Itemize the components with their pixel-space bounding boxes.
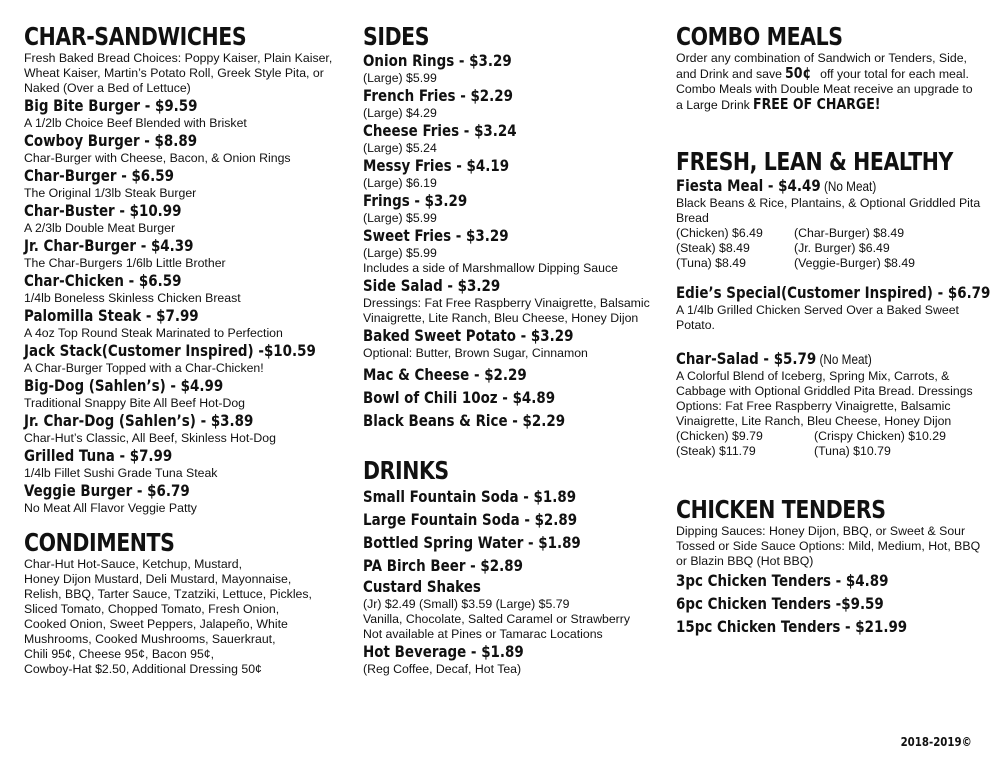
sandwich-desc: A 4oz Top Round Steak Marinated to Perfection [24,326,283,340]
bread-choices-text: Fresh Baked Bread Choices: Poppy Kaiser, Plain Kaiser, Wheat Kaiser, Martin’s Potato Roll, Greek Style Pita, or Naked (Over a Bed of Lettuce) [24,51,333,95]
condiments-title: CONDIMENTS [24,528,175,557]
tenders-item: 6pc Chicken Tenders -$9.59 [676,594,884,613]
sandwich-item [24,446,344,481]
salad-option: (Tuna) $10.79 [814,444,891,458]
side-item [363,121,668,156]
side-name: Sweet Fries - $3.29 [363,226,509,245]
condiments-line: Cooked Onion, Sweet Peppers, Jalapeño, White [24,617,288,631]
side-desc: Dressings: Fat Free Raspberry Vinaigrette, Balsamic Vinaigrette, Lite Ranch, Bleu Cheese, Honey Dijon [363,296,650,325]
drink-item [363,577,668,642]
side-item [363,51,668,86]
fiesta-name [676,176,932,196]
salad-desc: A Colorful Blend of Iceberg, Spring Mix, Carrots, & Cabbage with Optional Griddled Pita Bread. Dressings Options: Fat Free Raspberry Vinaigrette, Balsamic Vinaigrette, Lite Ranch, Bleu Cheese, Honey Dijon [676,369,973,428]
fiesta-name-text: Fiesta Meal - $4.49 [676,176,821,195]
sandwich-desc: 1/4lb Fillet Sushi Grade Tuna Steak [24,466,218,480]
side-name: French Fries - $2.29 [363,86,513,105]
sandwich-desc: 1/4lb Boneless Skinless Chicken Breast [24,291,241,305]
sandwich-item [24,481,344,516]
drink-name: Custard Shakes [363,577,481,596]
drinks-title: DRINKS [363,456,449,485]
drink-name: Large Fountain Soda - $2.89 [363,510,578,529]
sides-drinks-column [363,22,668,677]
sandwich-desc: Char-Burger with Cheese, Bacon, & Onion Rings [24,151,291,165]
combo-free: FREE OF CHARGE! [753,95,881,113]
salad-name [676,349,932,369]
side-item [363,326,668,361]
sandwich-item [24,166,344,201]
condiments-line: Chili 95¢, Cheese 95¢, Bacon 95¢, [24,647,215,661]
healthy-title: FRESH, LEAN & HEALTHY [676,147,953,176]
sandwich-item [24,376,344,411]
tenders-desc: Dipping Sauces: Honey Dijon, BBQ, or Sweet & Sour Tossed or Side Sauce Options: Mild, Medium, Hot, BBQ or Blazin BBQ (Hot BBQ) [676,524,981,568]
drink-item [363,531,668,554]
sides-title: SIDES [363,22,430,51]
sandwich-item [24,306,344,341]
combo-healthy-tenders-column [676,22,991,638]
side-item [363,363,668,386]
drink-desc: (Jr) $2.49 (Small) $3.59 (Large) $5.79 Vanilla, Chocolate, Salted Caramel or Strawberry Not available at Pines or Tamarac Locations [363,597,631,641]
combo-title: COMBO MEALS [676,22,843,51]
sandwich-name: Big-Dog (Sahlen’s) - $4.99 [24,376,224,395]
sandwich-item [24,131,344,166]
sandwich-name: Grilled Tuna - $7.99 [24,446,173,465]
condiments-line: Cowboy-Hat $2.50, Additional Dressing 50¢ [24,662,262,676]
sandwich-desc: A 1/2lb Choice Beef Blended with Brisket [24,116,247,130]
side-name: Messy Fries - $4.19 [363,156,510,175]
side-item [363,226,668,276]
fiesta-option-row [676,226,981,241]
sandwich-name: Palomilla Steak - $7.99 [24,306,199,325]
fiesta-meal [676,176,981,271]
char-salad [676,349,981,459]
sandwich-item [24,236,344,271]
fiesta-option: (Chicken) $6.49 [676,226,763,240]
sandwich-name: Jr. Char-Dog (Sahlen’s) - $3.89 [24,411,254,430]
sandwich-desc: The Char-Burgers 1/6lb Little Brother [24,256,226,270]
tenders-item: 15pc Chicken Tenders - $21.99 [676,617,908,636]
combo-text: Order any combination of Sandwich or Tenders, Side, and Drink and save [676,51,967,81]
sandwich-name: Jack Stack(Customer Inspired) -$10.59 [24,341,316,360]
drink-item [363,554,668,577]
salad-option: (Crispy Chicken) $10.29 [814,429,946,443]
edies-desc: A 1/4lb Grilled Chicken Served Over a Baked Sweet Potato. [676,303,959,332]
salad-option-row [676,429,981,444]
edies-name: Edie’s Special(Customer Inspired) - $6.79 [676,283,991,302]
fiesta-option: (Steak) $8.49 [676,241,750,255]
condiments-line: Char-Hut Hot-Sauce, Ketchup, Mustard, [24,557,243,571]
drink-name: Small Fountain Soda - $1.89 [363,487,577,506]
sandwich-name: Big Bite Burger - $9.59 [24,96,198,115]
fiesta-note: (No Meat) [820,178,877,194]
fiesta-option: (Tuna) $8.49 [676,256,746,270]
salad-name-text: Char-Salad - $5.79 [676,349,817,368]
sandwich-item [24,341,344,376]
condiments-line: Relish, BBQ, Tarter Sauce, Tzatziki, Lettuce, Pickles, [24,587,312,601]
side-item [363,409,668,432]
sandwich-item [24,96,344,131]
side-name: Bowl of Chili 10oz - $4.89 [363,388,556,407]
side-item [363,156,668,191]
side-name: Onion Rings - $3.29 [363,51,512,70]
condiments-line: Sliced Tomato, Chopped Tomato, Fresh Onion, [24,602,280,616]
sandwich-desc: Traditional Snappy Bite All Beef Hot-Dog [24,396,246,410]
sandwich-name: Char-Burger - $6.59 [24,166,174,185]
condiments-list [24,557,344,677]
sandwiches-title: CHAR-SANDWICHES [24,22,247,51]
side-name: Baked Sweet Potato - $3.29 [363,326,574,345]
sandwiches-column [24,22,344,677]
combo-savings: 50¢ [785,64,812,82]
condiments-line: Mushrooms, Cooked Mushrooms, Sauerkraut, [24,632,276,646]
sandwich-item [24,201,344,236]
combo-desc [676,51,981,113]
side-desc: (Large) $5.24 [363,141,437,155]
edies-special [676,283,991,333]
side-name: Mac & Cheese - $2.29 [363,365,527,384]
salad-note: (No Meat) [816,351,872,367]
condiments-line: Honey Dijon Mustard, Deli Mustard, Mayonnaise, [24,572,292,586]
fiesta-option: (Veggie-Burger) $8.49 [794,256,915,270]
fiesta-option: (Char-Burger) $8.49 [794,226,905,240]
side-item [363,86,668,121]
side-item [363,191,668,226]
drink-name: PA Birch Beer - $2.89 [363,556,523,575]
sandwich-name: Cowboy Burger - $8.89 [24,131,198,150]
side-desc: Optional: Butter, Brown Sugar, Cinnamon [363,346,588,360]
fiesta-desc: Black Beans & Rice, Plantains, & Optional Griddled Pita Bread [676,196,981,225]
fiesta-option-row [676,241,981,256]
sandwich-desc: The Original 1/3lb Steak Burger [24,186,197,200]
side-desc: (Large) $6.19 [363,176,437,190]
fiesta-option-row [676,256,981,271]
sandwich-name: Jr. Char-Burger - $4.39 [24,236,194,255]
side-desc: (Large) $4.29 [363,106,437,120]
sandwich-item [24,271,344,306]
sandwich-name: Char-Chicken - $6.59 [24,271,182,290]
fiesta-option: (Jr. Burger) $6.49 [794,241,890,255]
sandwich-item [24,411,344,446]
drink-item [363,508,668,531]
side-name: Cheese Fries - $3.24 [363,121,517,140]
side-item [363,276,668,326]
salad-option-row [676,444,981,459]
side-name: Frings - $3.29 [363,191,468,210]
salad-option: (Chicken) $9.79 [676,429,763,443]
side-name: Side Salad - $3.29 [363,276,501,295]
sandwich-desc: Char-Hut’s Classic, All Beef, Skinless Hot-Dog [24,431,276,445]
tenders-item: 3pc Chicken Tenders - $4.89 [676,571,889,590]
tenders-title: CHICKEN TENDERS [676,495,886,524]
side-desc: (Large) $5.99 [363,211,437,225]
side-desc: (Large) $5.99 Includes a side of Marshmallow Dipping Sauce [363,246,618,275]
drink-desc: (Reg Coffee, Decaf, Hot Tea) [363,662,522,676]
drink-name: Bottled Spring Water - $1.89 [363,533,581,552]
sandwich-desc: A 2/3lb Double Meat Burger [24,221,176,235]
side-item [363,386,668,409]
salad-option: (Steak) $11.79 [676,444,756,458]
combo-text: off your total for each meal. Combo Meals with Double Meat receive an upgrade to a Large Drink [676,67,973,112]
drink-item [363,642,668,677]
sandwich-desc: A Char-Burger Topped with a Char-Chicken! [24,361,264,375]
drink-item [363,485,668,508]
drink-name: Hot Beverage - $1.89 [363,642,524,661]
copyright-footer: 2018-2019© [900,735,972,749]
side-name: Black Beans & Rice - $2.29 [363,411,566,430]
sandwich-name: Char-Buster - $10.99 [24,201,182,220]
sandwich-name: Veggie Burger - $6.79 [24,481,190,500]
sandwich-desc: No Meat All Flavor Veggie Patty [24,501,197,515]
side-desc: (Large) $5.99 [363,71,437,85]
